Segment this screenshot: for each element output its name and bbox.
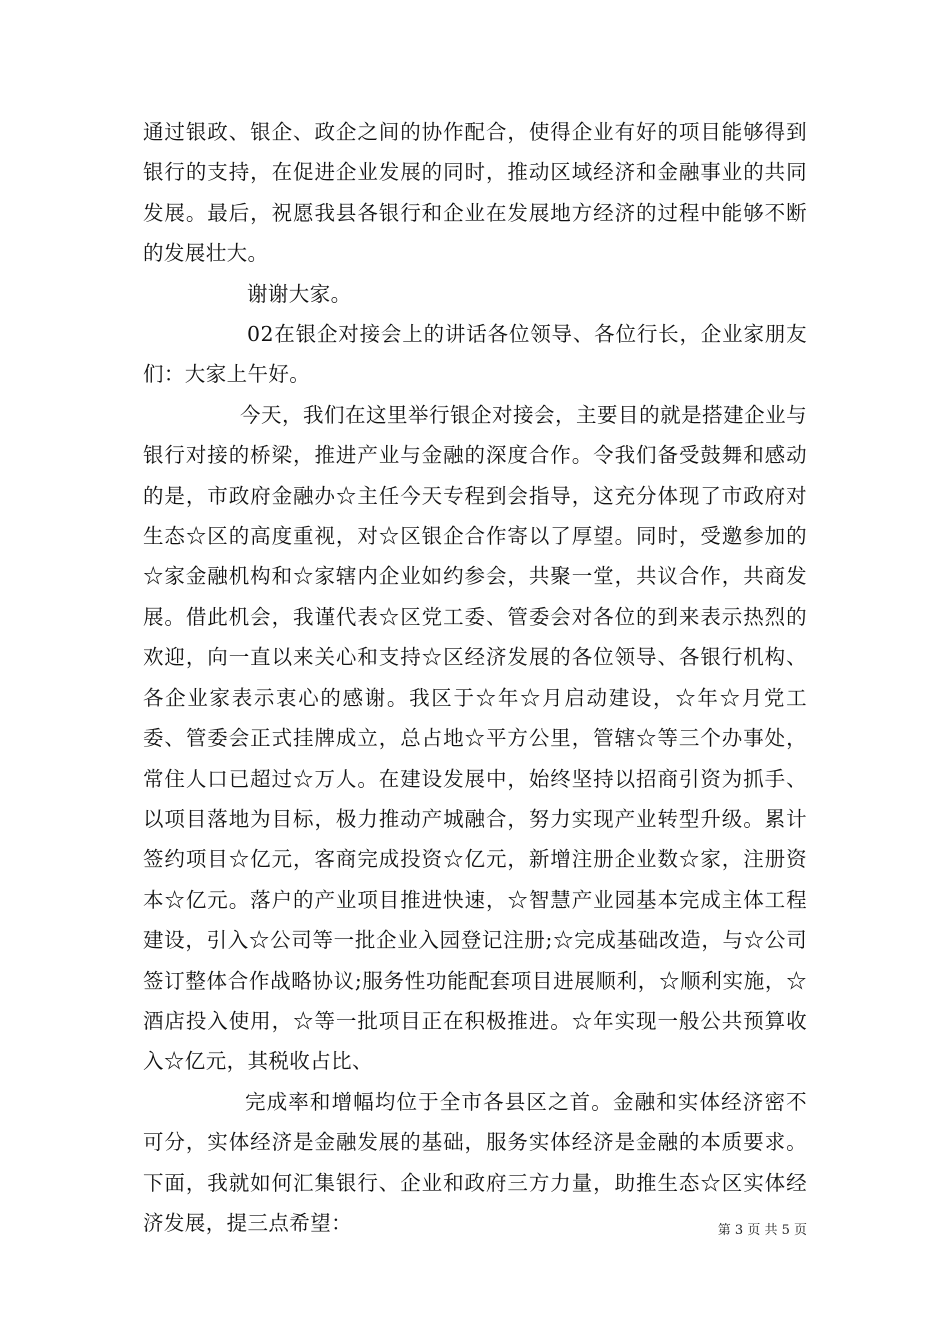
paragraph-main-speech: 今天，我们在这里举行银企对接会，主要目的就是搭建企业与银行对接的桥梁，推进产业与金融的深度合作。令我们备受鼓舞和感动的是，市政府金融办☆主任今天专程到会指导，这充分体现了市政府对生态☆区的高度重视，对☆区银企合作寄以了厚望。同时，受邀参加的☆家金融机构和☆家辖内企业如约参会，共聚一堂，共议合作，共商发展。借此机会，我谨代表☆区党工委、管委会对各位的到来表示热烈的欢迎，向一直以来关心和支持☆区经济发展的各位领导、各银行机构、各企业家表示衷心的感谢。我区于☆年☆月启动建设，☆年☆月党工委、管委会正式挂牌成立，总占地☆平方公里，管辖☆等三个办事处，常住人口已超过☆万人。在建设发展中，始终坚持以招商引资为抓手、以项目落地为目标，极力推动产城融合，努力实现产业转型升级。累计签约项目☆亿元，客商完成投资☆亿元，新增注册企业数☆家，注册资本☆亿元。落户的产业项目推进快速，☆智慧产业园基本完成主体工程建设，引入☆公司等一批企业入园登记注册;☆完成基础改造，与☆公司签订整体合作战略协议;服务性功能配套项目进展顺利，☆顺利实施，☆酒店投入使用，☆等一批项目正在积极推进。☆年实现一般公共预算收入☆亿元，其税收占比、 <box>143 402 807 1074</box>
document-body <box>143 112 807 1243</box>
paragraph-closing-remarks: 通过银政、银企、政企之间的协作配合，使得企业有好的项目能够得到银行的支持，在促进企业发展的同时，推动区域经济和金融事业的共同发展。最后，祝愿我县各银行和企业在发展地方经济的过程中能够不断的发展壮大。 <box>143 120 807 266</box>
paragraph-finance-hopes: 完成率和增幅均位于全市各县区之首。金融和实体经济密不可分，实体经济是金融发展的基础，服务实体经济是金融的本质要求。下面，我就如何汇集银行、企业和政府三方力量，助推生态☆区实体经济发展，提三点希望： <box>143 1089 807 1235</box>
page-number-footer: 第 3 页 共 5 页 <box>717 1223 807 1238</box>
paragraph-thanks: 谢谢大家。 <box>247 281 352 306</box>
paragraph-speech-title-greeting: 02在银企对接会上的讲话各位领导、各位行长，企业家朋友们：大家上午好。 <box>143 322 807 387</box>
